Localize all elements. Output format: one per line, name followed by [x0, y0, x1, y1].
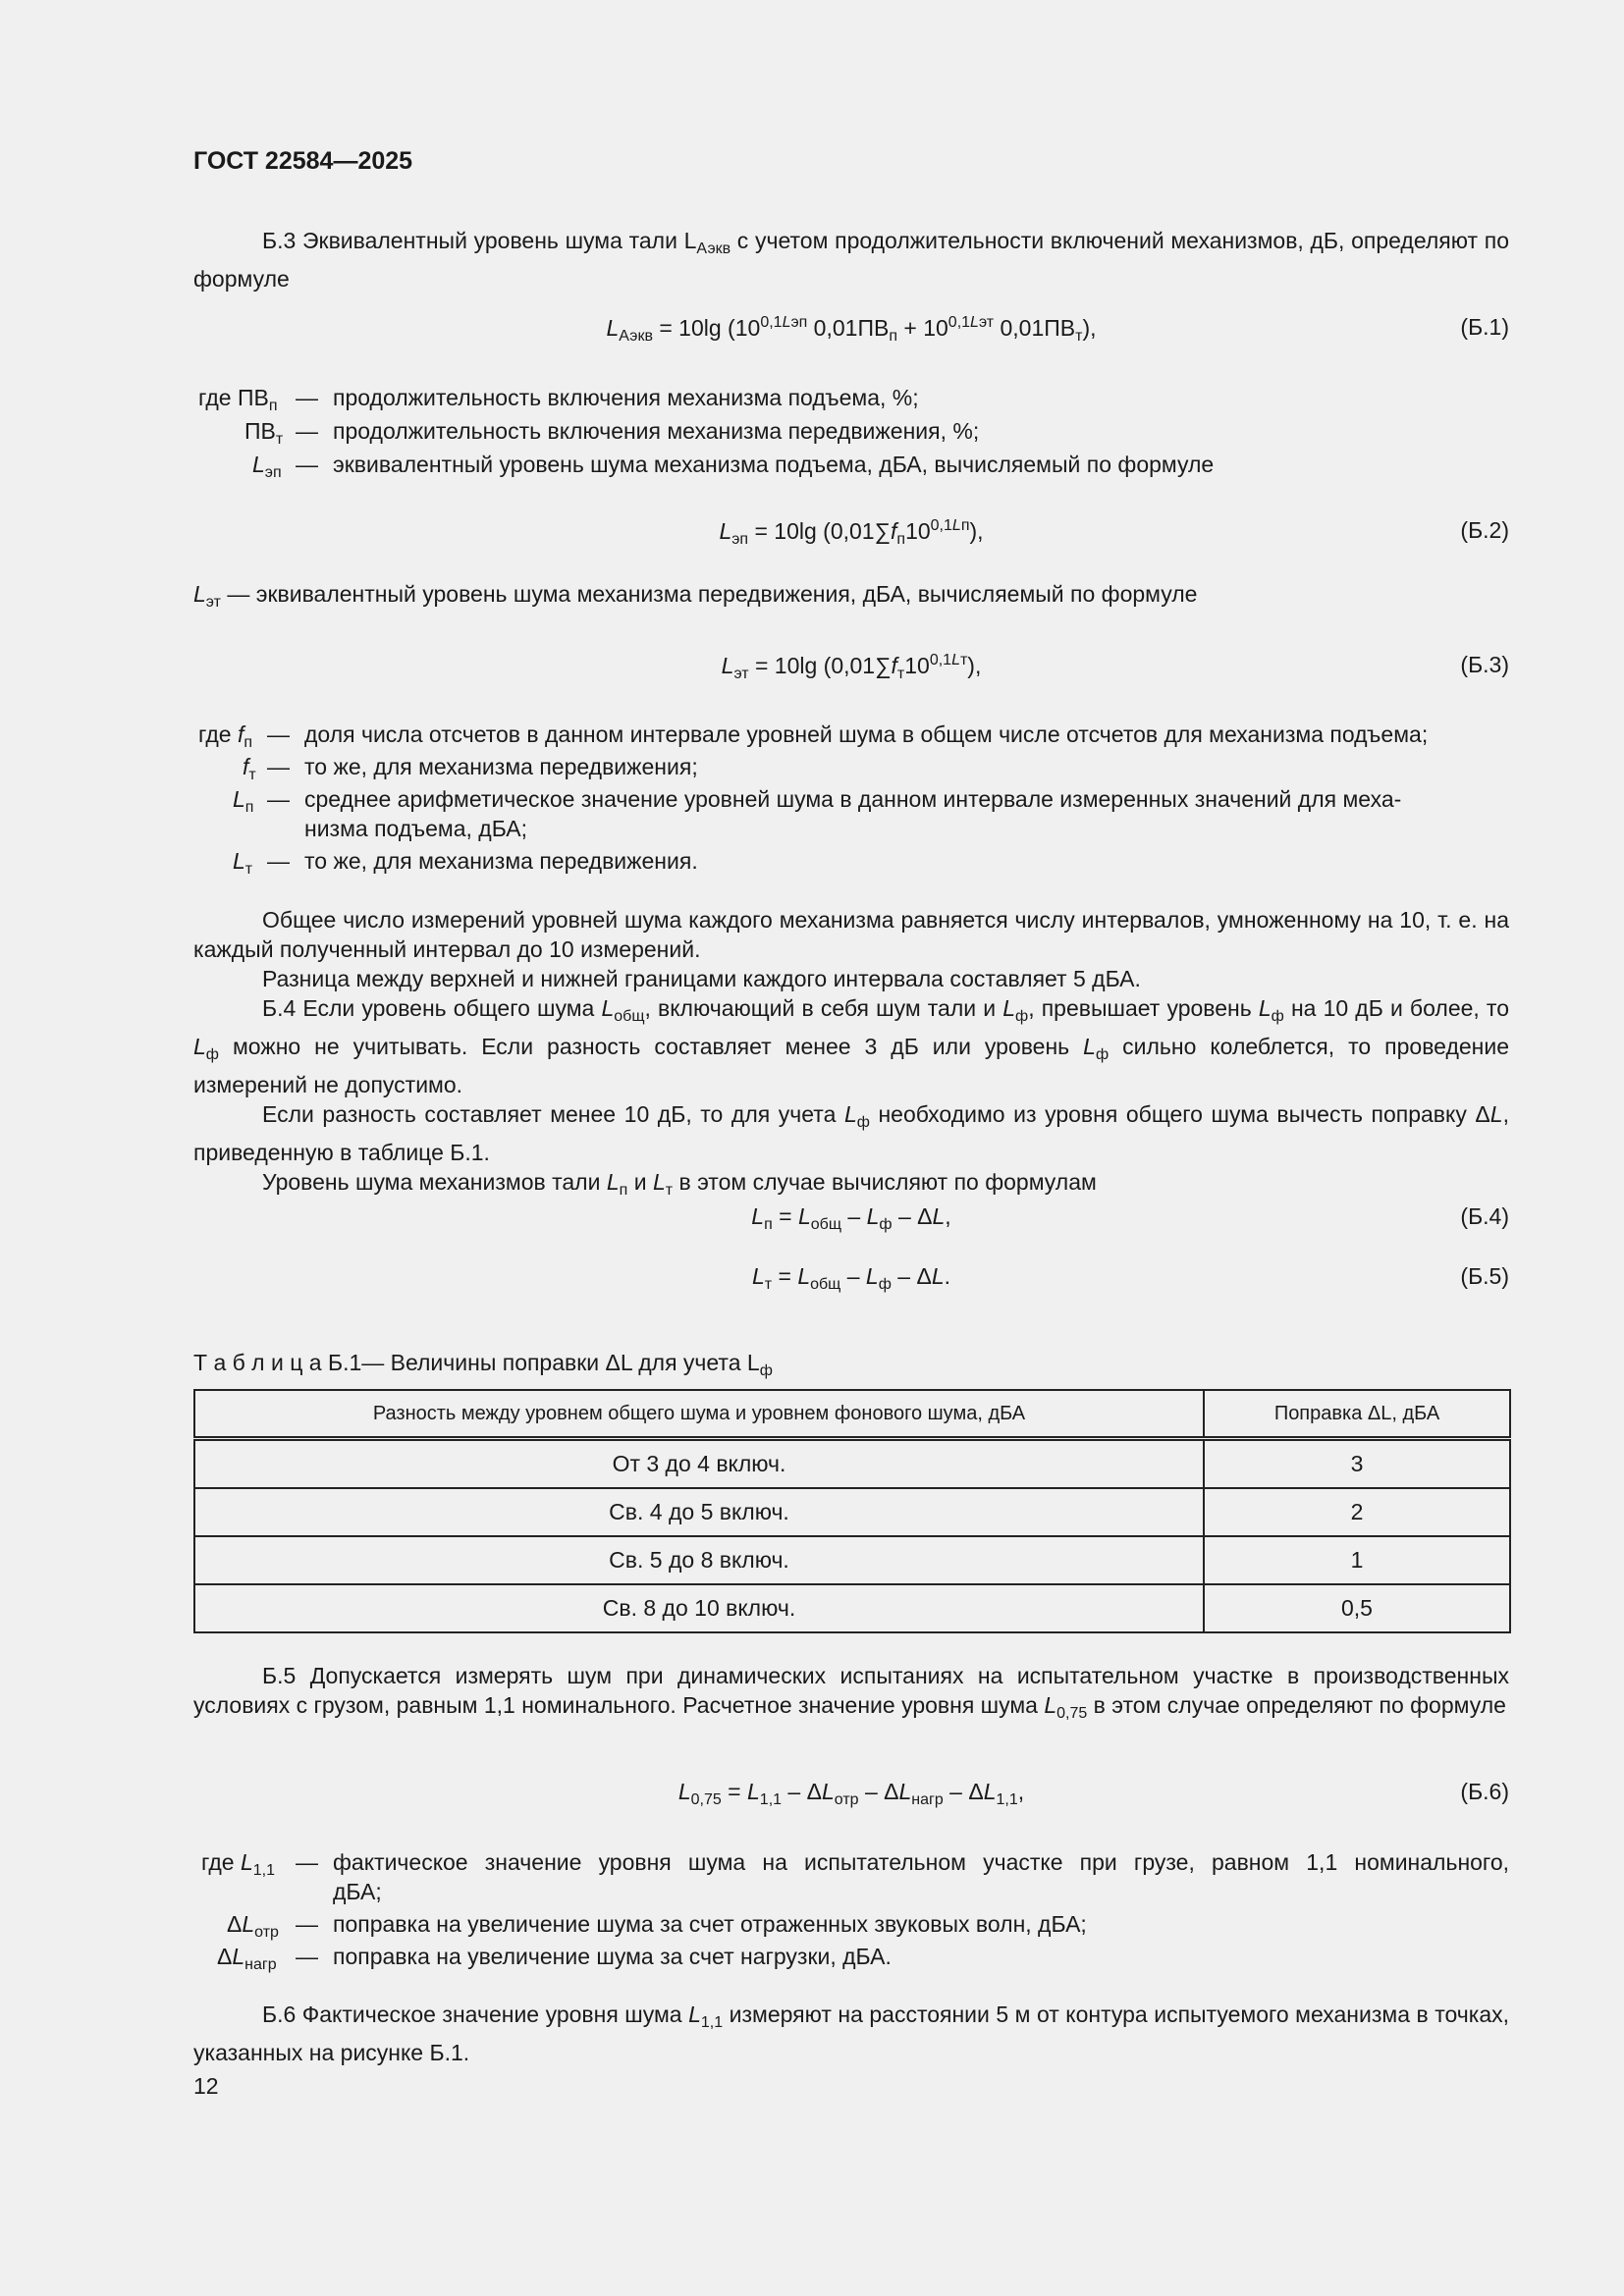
table-caption: Т а б л и ц а Б.1— Величины поправки ΔL для учета $L_ф$ — [193, 1350, 773, 1379]
paragraph-diff: Если разность составляет менее 10 дБ, то для учета $L_ф$ необходимо из уровня общего шума вычесть поправку ΔL, приведенную в таблице Б.1. — [193, 1101, 1509, 1165]
paragraph-let: $L_{эт}$ — эквивалентный уровень шума механизма передвижения, дБА, вычисляемый по формуле — [193, 581, 1198, 611]
table-cell: Св. 8 до 10 включ. — [194, 1584, 1204, 1632]
table-row — [194, 1439, 1510, 1489]
formula-b4-number: (Б.4) — [1460, 1203, 1509, 1229]
formula-b2 — [193, 517, 1509, 553]
definition-row: $\Delta L_{нагр}$ — поправка на увеличение шума за счет нагрузки, дБА. — [217, 1944, 892, 1973]
definition-row: $L_{эп}$ — эквивалентный уровень шума механизма подъема, дБА, вычисляемый по формуле — [252, 452, 1215, 481]
formula-b5-number: (Б.5) — [1460, 1263, 1509, 1289]
formula-b1-text: $L_{Аэкв} = 10\lg$ ($10^{0,1Lэп}$ $0,01ПВ_п + 10^{0,1Lэт}$ $0,01ПВ_т$), — [606, 314, 1097, 345]
formula-b3-number: (Б.3) — [1460, 652, 1509, 677]
document-header: ГОСТ 22584—2025 — [193, 147, 413, 175]
definition-row: $L_т$ — то же, для механизма передвижения. — [233, 848, 698, 878]
paragraph-total: Общее число измерений уровней шума каждого механизма равняется числу интервалов, умноженному на 10, т. е. на каждый полученный интервал до 10 измерений. Разница между верхней и нижней границами каждого интервала составляет 5 дБА. Б.4 Если уровень общего шума $L_{общ}$, включающий в себя шум тали и $L_ф$, превышает уровень $L_ф$ на 10 дБ и более, то $L_ф$ можно не учитывать. Если разность составляет менее 3 дБ или уровень $L_ф$ сильно колеблется, то проведение измерений не допустимо. Если разность составляет менее 10 дБ, то для учета $L_ф$ необходимо из уровня общего шума вычесть поправку ΔL, приведенную в таблице Б.1. Уровень шума механизмов тали $L_п$ и $L_т$ в этом случае вычисляют по формулам — [193, 905, 1509, 1205]
paragraph-b4: Б.4 Если уровень общего шума $L_{общ}$, включающий в себя шум тали и $L_ф$, превышает уровень $L_ф$ на 10 дБ и более, то $L_ф$ можно не учитывать. Если разность составляет менее 3 дБ или уровень $L_ф$ сильно колеблется, то проведение измерений не допустимо. — [193, 995, 1509, 1097]
formula-b3 — [193, 652, 1509, 687]
table-cell: От 3 до 4 включ. — [194, 1439, 1204, 1489]
paragraph-b6: Б.6 Фактическое значение уровня шума $L_{1,1}$ измеряют на расстоянии 5 м от контура испытуемого механизма в точках, указанных на рисунке Б.1. — [193, 2002, 1509, 2065]
definitions-b6 — [193, 1847, 1509, 1971]
table-header-cell: Поправка ΔL, дБА — [1204, 1390, 1510, 1439]
table-row — [194, 1584, 1510, 1632]
definition-row: $f_т$ — то же, для механизма передвижения; — [243, 754, 698, 783]
definitions-b1 — [193, 383, 1509, 479]
table-cell: 2 — [1204, 1488, 1510, 1536]
formula-b6 — [193, 1779, 1509, 1814]
formula-b3-text: $L_{эт} = 10\lg$ $(0,01\sum f_т10^{0,1Lт})$, — [721, 652, 982, 682]
table-header-cell: Разность между уровнем общего шума и уровнем фонового шума, дБА — [194, 1390, 1204, 1439]
correction-table — [193, 1389, 1511, 1633]
formula-b2-text: $L_{эп} = 10\lg$ $(0,01\sum f_п10^{0,1Lп})$, — [719, 517, 984, 548]
formula-b2-number: (Б.2) — [1460, 517, 1509, 543]
definition-row: $ПВ_т$ — продолжительность включения механизма передвижения, %; — [244, 418, 980, 448]
page-number: 12 — [193, 2073, 219, 2099]
paragraph-b3: Б.3 Эквивалентный уровень шума тали $L_{Аэкв}$ с учетом продолжительности включений механизмов, дБ, определяют по формуле — [193, 228, 1509, 292]
definition-row: дБА; — [333, 1879, 382, 1904]
table-cell: Св. 5 до 8 включ. — [194, 1536, 1204, 1584]
paragraph-b5: Б.5 Допускается измерять шум при динамических испытаниях на испытательном участке в производственных условиях с грузом, равным 1,1 номинального. Расчетное значение уровня шума $L_{0,75}$ в этом случае определяют по формуле — [193, 1663, 1509, 1722]
definition-row: где $L_{1,1}$ — фактическое значение уровня шума на испытательном участке при грузе, равном 1,1 номинального, — [201, 1849, 1509, 1879]
formula-b4 — [193, 1203, 1509, 1239]
table-cell: 0,5 — [1204, 1584, 1510, 1632]
formula-b6-number: (Б.6) — [1460, 1779, 1509, 1804]
definitions-b3 — [193, 720, 1509, 876]
table-cell: 3 — [1204, 1439, 1510, 1489]
definition-row: $\Delta L_{отр}$ — поправка на увеличение шума за счет отраженных звуковых волн, дБА; — [227, 1911, 1087, 1941]
paragraph-level: Уровень шума механизмов тали $L_п$ и $L_т$ в этом случае вычисляют по формулам — [262, 1169, 1097, 1199]
formula-b4-text: $L_п = L_{общ} - L_ф - \Delta L$, — [751, 1203, 951, 1233]
formula-b1 — [193, 314, 1509, 349]
definition-row: $L_п$ — среднее арифметическое значение уровней шума в данном интервале измеренных значений для меха- — [233, 786, 1402, 816]
definition-row: где $ПВ_п$ — продолжительность включения механизма подъема, %; — [198, 385, 919, 414]
formula-b5 — [193, 1263, 1509, 1299]
formula-b6-text: $L_{0,75} = L_{1,1} - \Delta L_{отр} - \Delta L_{нагр} - \Delta L_{1,1}$, — [677, 1779, 1025, 1808]
table-row — [194, 1536, 1510, 1584]
formula-b5-text: $L_т = L_{общ} - L_ф - \Delta L$. — [751, 1263, 951, 1293]
table-cell: 1 — [1204, 1536, 1510, 1584]
definition-row: где $f_п$ — доля числа отсчетов в данном интервале уровней шума в общем числе отсчетов для механизма подъема; — [198, 721, 1429, 751]
table-row — [194, 1488, 1510, 1536]
table-cell: Св. 4 до 5 включ. — [194, 1488, 1204, 1536]
definition-row: низма подъема, дБА; — [304, 816, 528, 841]
formula-b1-number: (Б.1) — [1460, 314, 1509, 340]
table-header-row — [194, 1390, 1510, 1439]
